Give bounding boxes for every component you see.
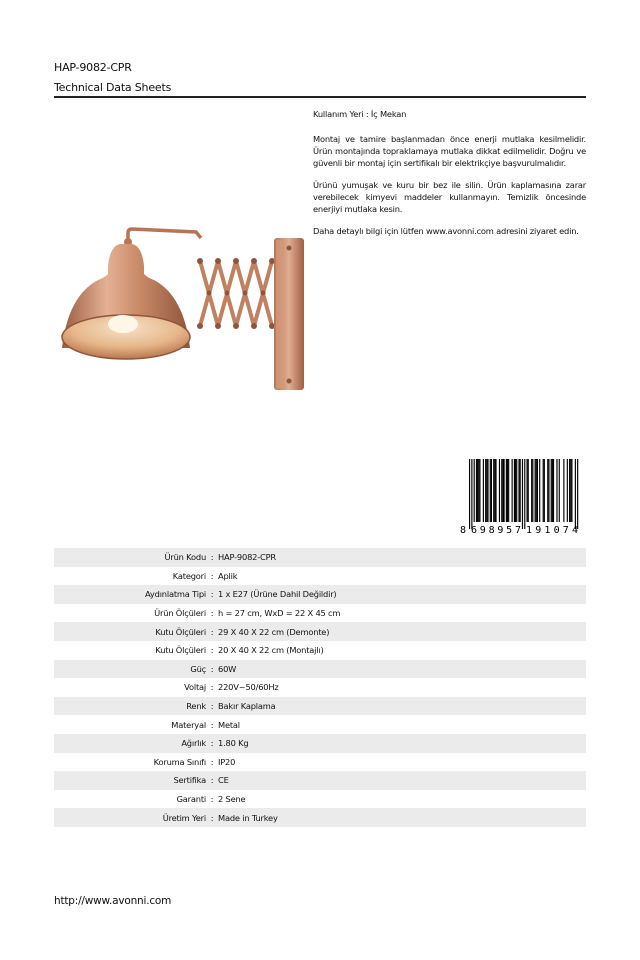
barcode-bar <box>556 459 557 522</box>
spec-label: Koruma Sınıfı <box>153 756 206 767</box>
spec-label: Güç <box>190 663 206 674</box>
barcode-bar <box>544 459 545 522</box>
spec-separator: : <box>210 552 214 563</box>
spec-value: 29 X 40 X 22 cm (Demonte) <box>218 626 330 637</box>
spec-label: Üretim Yeri <box>162 812 206 823</box>
spec-label: Voltaj <box>184 682 206 693</box>
barcode-bar <box>531 459 532 522</box>
barcode-bar <box>478 459 479 522</box>
barcode-left-digits: 698957 <box>471 525 521 535</box>
spec-row <box>54 678 586 697</box>
spec-separator: : <box>210 645 214 656</box>
cleaning-paragraph: Ürünü yumuşak ve kuru bir bez ile silin. Ürün kaplamasına zarar verebilecek kimyevi maddeler kullanmayın. Temizlik öncesinde enerjiyi mutlaka kesin. <box>313 180 586 214</box>
barcode-bar <box>515 459 516 522</box>
spec-row <box>54 753 586 772</box>
spec-label: Aydınlatma Tipi <box>145 589 206 600</box>
barcode-bar <box>471 459 472 529</box>
spec-row <box>54 734 586 753</box>
spec-label: Materyal <box>171 719 206 730</box>
barcode-bar <box>491 459 492 522</box>
spec-row <box>54 660 586 679</box>
description-block <box>313 108 586 247</box>
spec-value: 1 x E27 (Ürüne Dahil Değildir) <box>218 589 337 600</box>
barcode-bar <box>499 459 500 522</box>
spec-row <box>54 808 586 827</box>
barcode-bar <box>518 459 519 522</box>
spec-label: Ağırlık <box>181 738 206 749</box>
barcode-bar <box>495 459 496 522</box>
barcode-bar <box>577 459 578 529</box>
spec-label: Ürün Kodu <box>164 552 206 563</box>
barcode-bar <box>506 459 507 522</box>
barcode-bar <box>551 459 552 522</box>
barcode-bar <box>479 459 480 522</box>
barcode-bar <box>504 459 505 522</box>
barcode-bar <box>569 459 570 522</box>
spec-separator: : <box>210 626 214 637</box>
usage-text: Kullanım Yeri : İç Mekan <box>313 109 407 119</box>
info-paragraph: Daha detaylı bilgi için lütfen www.avonni.com adresini ziyaret edin. <box>313 226 579 236</box>
spec-label: Ürün Ölçüleri <box>154 608 206 619</box>
barcode-bars <box>469 459 578 529</box>
barcode-bar <box>514 459 515 522</box>
spec-value: 1.80 Kg <box>218 738 249 749</box>
spec-value: 60W <box>218 663 237 674</box>
spec-label: Kategori <box>172 570 206 581</box>
barcode-bar <box>571 459 572 522</box>
spec-value: 2 Sene <box>218 794 246 805</box>
barcode-bar <box>512 459 513 522</box>
spec-row <box>54 641 586 660</box>
spec-label: Renk <box>186 701 206 712</box>
installation-paragraph: Montaj ve tamire başlanmadan önce enerji mutlaka kesilmelidir. Ürün montajında topraklamaya mutlaka dikkat edilmelidir. Doğru ve güvenli bir montaj için sertifikalı bir elektrikçiye başvurulmalıdır. <box>313 134 586 168</box>
spec-row <box>54 715 586 734</box>
specs-table <box>54 548 586 827</box>
barcode-bar <box>527 459 528 522</box>
barcode-bar <box>575 459 576 529</box>
website-link[interactable]: http://www.avonni.com <box>54 895 172 907</box>
barcode-bar <box>539 459 540 522</box>
barcode-bar <box>567 459 568 522</box>
barcode-bar <box>501 459 502 522</box>
barcode-first-digit: 8 <box>460 525 467 535</box>
barcode <box>458 459 584 535</box>
barcode-bar <box>537 459 538 522</box>
barcode-bar <box>532 459 533 522</box>
spec-row <box>54 585 586 604</box>
spec-value: Made in Turkey <box>218 812 278 823</box>
spec-separator: : <box>210 775 214 786</box>
spec-value: Metal <box>218 719 240 730</box>
barcode-bar <box>469 459 470 529</box>
spec-separator: : <box>210 812 214 823</box>
barcode-bar <box>553 459 554 522</box>
spec-value: HAP-9082-CPR <box>218 552 276 563</box>
barcode-bar <box>493 459 494 522</box>
spec-label: Garanti <box>176 794 206 805</box>
spec-separator: : <box>210 608 214 619</box>
spec-row <box>54 790 586 809</box>
spec-value: Aplik <box>218 570 238 581</box>
spec-row <box>54 697 586 716</box>
spec-row <box>54 548 586 567</box>
spec-value: IP20 <box>218 756 236 767</box>
barcode-bar <box>490 459 491 522</box>
spec-separator: : <box>210 663 214 674</box>
barcode-bar <box>486 459 487 522</box>
barcode-bar <box>559 459 560 522</box>
barcode-bar <box>536 459 537 522</box>
spec-separator: : <box>210 756 214 767</box>
barcode-bar <box>507 459 508 522</box>
spec-row <box>54 622 586 641</box>
barcode-bar <box>483 459 484 522</box>
barcode-bar <box>485 459 486 522</box>
spec-label: Kutu Ölçüleri <box>155 645 206 656</box>
barcode-bar <box>552 459 553 522</box>
document-subtitle: Technical Data Sheets <box>54 81 172 94</box>
spec-value: h = 27 cm, WxD = 22 X 45 cm <box>218 608 341 619</box>
spec-separator: : <box>210 701 214 712</box>
barcode-bar <box>474 459 475 522</box>
spec-value: Bakır Kaplama <box>218 701 276 712</box>
spec-value: CE <box>218 775 229 786</box>
spec-value: 220V~50/60Hz <box>218 682 279 693</box>
spec-row <box>54 771 586 790</box>
barcode-bar <box>494 459 495 522</box>
product-image <box>58 226 308 396</box>
spec-separator: : <box>210 719 214 730</box>
barcode-bar <box>520 459 521 522</box>
spec-separator: : <box>210 794 214 805</box>
barcode-bar <box>516 459 517 522</box>
barcode-bar <box>547 459 548 522</box>
barcode-bar <box>524 459 525 529</box>
barcode-bar <box>543 459 544 522</box>
spec-label: Sertifika <box>173 775 206 786</box>
spec-separator: : <box>210 570 214 581</box>
barcode-bar <box>487 459 488 522</box>
header-divider <box>54 96 586 98</box>
spec-row <box>54 567 586 586</box>
barcode-bar <box>476 459 477 522</box>
barcode-bar <box>522 459 523 529</box>
product-code: HAP-9082-CPR <box>54 61 132 74</box>
spec-value: 20 X 40 X 22 cm (Montajlı) <box>218 645 324 656</box>
barcode-bar <box>508 459 509 522</box>
barcode-right-digits: 191074 <box>526 525 578 535</box>
spec-separator: : <box>210 682 214 693</box>
barcode-bar <box>563 459 564 522</box>
spec-separator: : <box>210 738 214 749</box>
barcode-bar <box>570 459 571 522</box>
barcode-bar <box>502 459 503 522</box>
barcode-bar <box>535 459 536 522</box>
barcode-bar <box>548 459 549 522</box>
barcode-bar <box>477 459 478 522</box>
spec-row <box>54 604 586 623</box>
barcode-bar <box>528 459 529 522</box>
spec-separator: : <box>210 589 214 600</box>
spec-label: Kutu Ölçüleri <box>155 626 206 637</box>
